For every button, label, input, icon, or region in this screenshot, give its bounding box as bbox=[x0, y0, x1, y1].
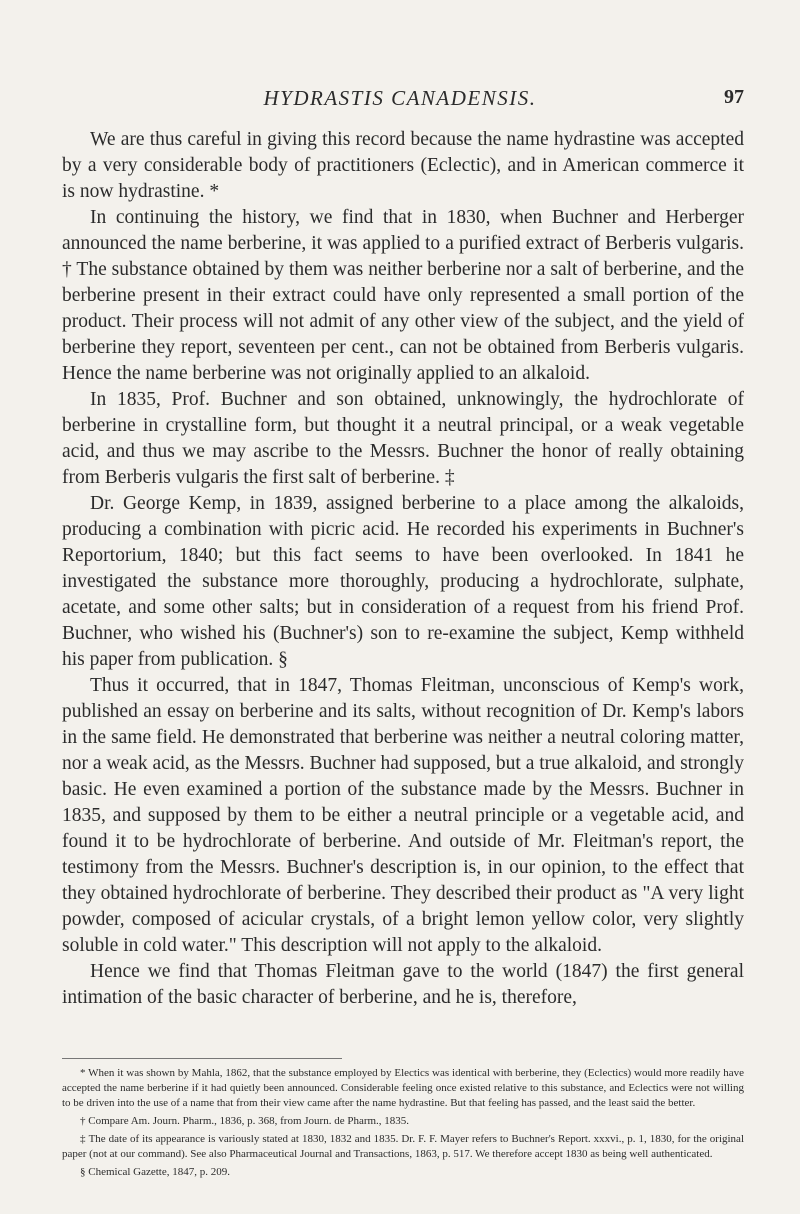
paragraph: Thus it occurred, that in 1847, Thomas Fleitman, unconscious of Kemp's work, published an essay on berberine and its salts, without recognition of Dr. Kemp's labors in the same field. He demonstrated that berberine was neither a neutral coloring matter, nor a weak acid, as the Messrs. Buchner had supposed, but a true alkaloid, and strongly basic. He even examined a portion of the substance made by the Messrs. Buchner in 1835, and supposed by them to be either a neutral principle or a vegetable acid, and found it to be hydrochlorate of berberine. And outside of Mr. Fleitman's report, the testimony from the Messrs. Buchner's description is, in our opinion, to the effect that they obtained hydrochlorate of berberine. They described their product as "A very light powder, composed of acicular crystals, of a bright lemon yellow color, very slightly soluble in cold water." This description will not apply to the alkaloid. bbox=[62, 675, 744, 956]
footnote: * When it was shown by Mahla, 1862, that the substance employed by Electics was identical with berberine, they (Eclectics) would more readily have accepted the name berberine if it had quietly been announced. Considerable feeling once existed relative to this substance, and Eclectics were not willing to be driven into the use of a name that from their view came after the name hydrastine. But that feeling has passed, and the least said the better. bbox=[62, 1067, 744, 1109]
footnotes bbox=[62, 1066, 744, 1183]
page-number: 97 bbox=[724, 86, 744, 108]
footnote-divider bbox=[62, 1058, 342, 1059]
paragraph: We are thus careful in giving this record because the name hydrastine was accepted by a very considerable body of practitioners (Eclectic), and in American commerce it is now hydrastine. * bbox=[62, 129, 744, 202]
running-title: HYDRASTIS CANADENSIS. bbox=[263, 86, 537, 110]
paragraph: Dr. George Kemp, in 1839, assigned berberine to a place among the alkaloids, producing a combination with picric acid. He recorded his experiments in Buchner's Reportorium, 1840; but this fact seems to have been overlooked. In 1841 he investigated the substance more thoroughly, producing a hydrochlorate, sulphate, acetate, and some other salts; but in consideration of a request from his friend Prof. Buchner, who wished his (Buchner's) son to re-examine the subject, Kemp withheld his paper from publication. § bbox=[62, 493, 744, 670]
footnote: ‡ The date of its appearance is variously stated at 1830, 1832 and 1835. Dr. F. F. Mayer refers to Buchner's Report. xxxvi., p. 1, 1830, for the original paper (not at our command). See also Pharmaceutical Journal and Transactions, 1863, p. 517. We therefore accept 1830 as being well authenticated. bbox=[62, 1133, 744, 1160]
footnote: † Compare Am. Journ. Pharm., 1836, p. 368, from Journ. de Pharm., 1835. bbox=[80, 1115, 410, 1127]
body-text bbox=[62, 127, 744, 1011]
paragraph: Hence we find that Thomas Fleitman gave to the world (1847) the first general intimation of the basic character of berberine, and he is, therefore, bbox=[62, 961, 744, 1008]
paragraph: In continuing the history, we find that in 1830, when Buchner and Herberger announced the name berberine, it was applied to a purified extract of Berberis vulgaris. † The substance obtained by them was neither berberine nor a salt of berberine, and the berberine present in their extract could have only represented a small portion of the product. Their process will not admit of any other view of the subject, and the yield of berberine they report, seventeen per cent., can not be obtained from Berberis vulgaris. Hence the name berberine was not originally applied to an alkaloid. bbox=[62, 207, 744, 384]
footnote: § Chemical Gazette, 1847, p. 209. bbox=[80, 1166, 230, 1178]
paragraph: In 1835, Prof. Buchner and son obtained, unknowingly, the hydrochlorate of berberine in crystalline form, but thought it a neutral principal, or a weak vegetable acid, and thus we may ascribe to the Messrs. Buchner the honor of really obtaining from Berberis vulgaris the first salt of berberine. ‡ bbox=[62, 389, 744, 488]
page-header bbox=[0, 86, 800, 118]
